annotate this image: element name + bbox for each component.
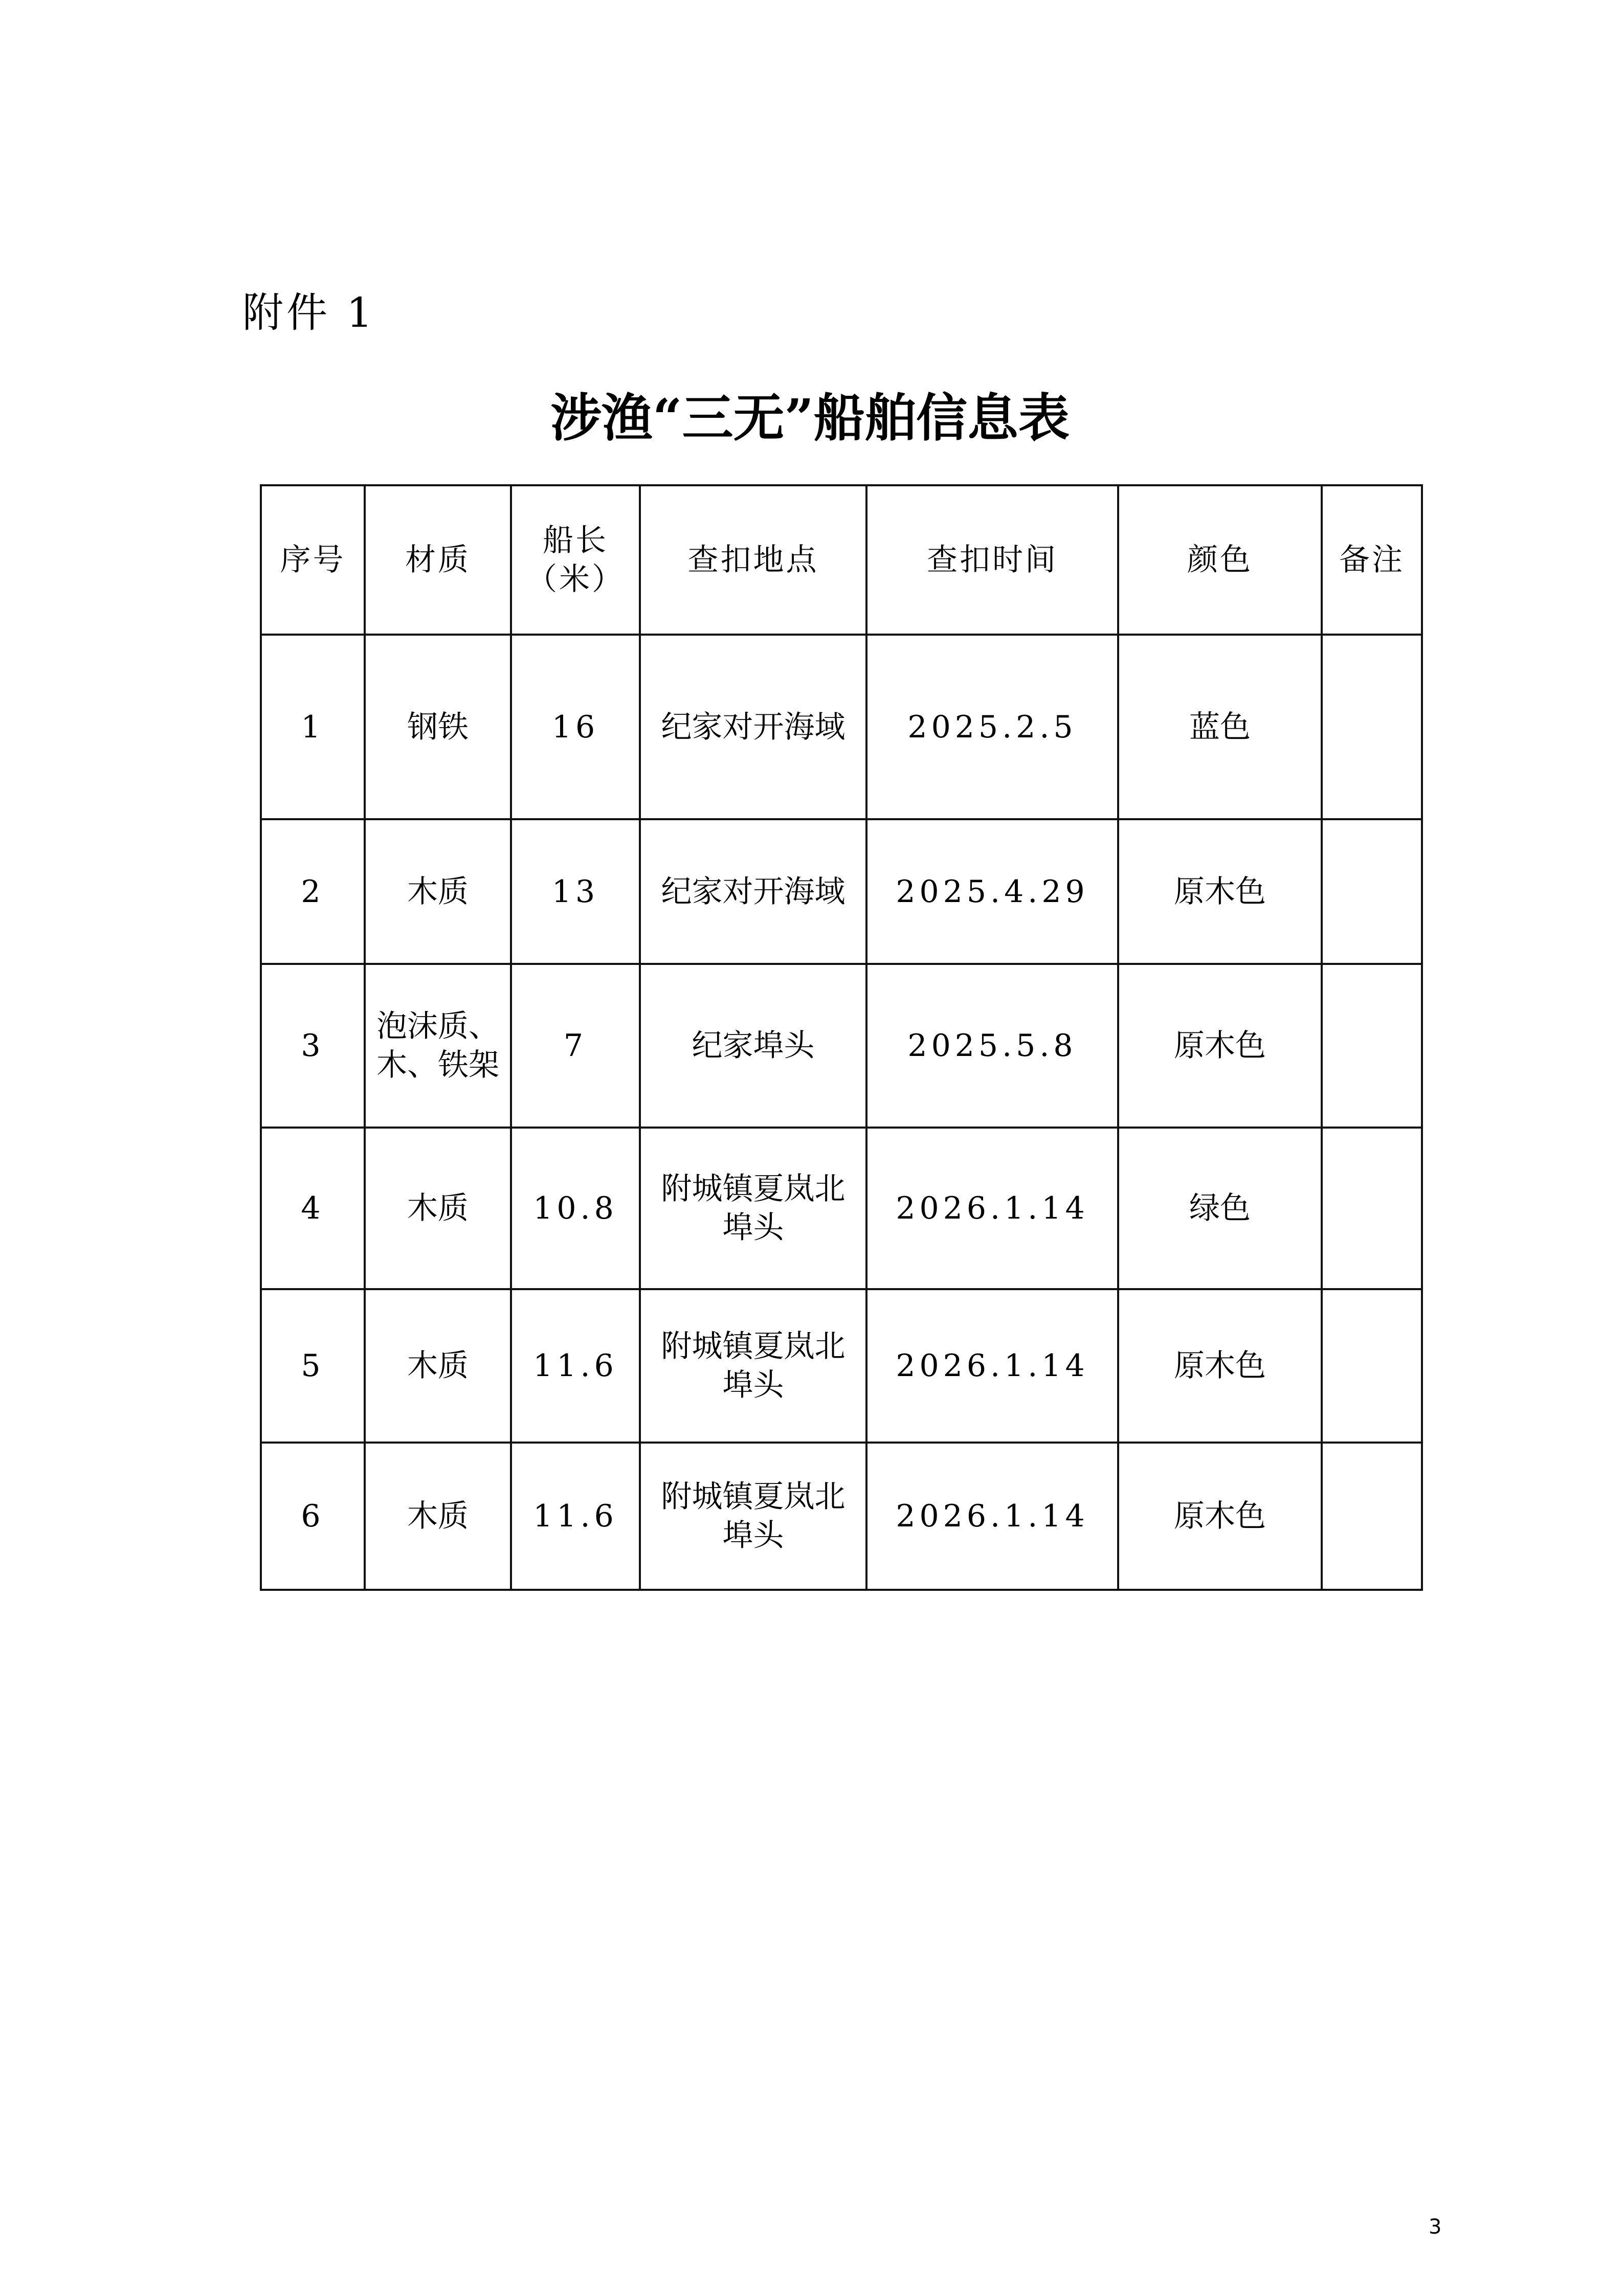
cell-index: 6 xyxy=(261,1443,365,1590)
cell-location-line2: 埠头 xyxy=(722,1210,784,1246)
cell-color: 原木色 xyxy=(1118,1443,1322,1590)
attachment-label: 附件 1 xyxy=(242,289,376,336)
cell-remarks xyxy=(1322,819,1422,964)
header-date: 查扣时间 xyxy=(866,485,1118,635)
cell-index: 1 xyxy=(261,635,365,819)
cell-location xyxy=(640,1289,866,1443)
header-location: 查扣地点 xyxy=(640,485,866,635)
cell-date: 2026.1.14 xyxy=(866,1289,1118,1443)
cell-location-line2: 埠头 xyxy=(722,1518,784,1554)
cell-location-line1: 纪家对开海域 xyxy=(661,709,846,745)
cell-location xyxy=(640,1443,866,1590)
header-color: 颜色 xyxy=(1118,485,1322,635)
header-length-line1: 船长 xyxy=(543,523,608,558)
cell-material-line1: 木质 xyxy=(407,1190,469,1226)
cell-color: 原木色 xyxy=(1118,1289,1322,1443)
cell-material xyxy=(365,635,511,819)
header-index: 序号 xyxy=(261,485,365,635)
cell-location-line1: 附城镇夏岚北 xyxy=(661,1171,846,1207)
table-row xyxy=(261,1289,1422,1443)
cell-location xyxy=(640,635,866,819)
vessel-info-table xyxy=(260,484,1423,1591)
cell-material-line1: 木质 xyxy=(407,873,469,910)
cell-length: 10.8 xyxy=(511,1128,640,1289)
cell-location xyxy=(640,819,866,964)
cell-location-line1: 纪家对开海域 xyxy=(661,873,846,910)
cell-date: 2025.2.5 xyxy=(866,635,1118,819)
table-row xyxy=(261,1443,1422,1590)
header-remarks: 备注 xyxy=(1322,485,1422,635)
header-material: 材质 xyxy=(365,485,511,635)
cell-location xyxy=(640,964,866,1128)
cell-remarks xyxy=(1322,1128,1422,1289)
table-row xyxy=(261,635,1422,819)
cell-index: 2 xyxy=(261,819,365,964)
header-length xyxy=(511,485,640,635)
table-row xyxy=(261,964,1422,1128)
cell-material-line1: 木质 xyxy=(407,1498,469,1534)
cell-length: 7 xyxy=(511,964,640,1128)
cell-material xyxy=(365,1128,511,1289)
header-length-line2: （米） xyxy=(526,561,625,597)
table-header-row xyxy=(261,485,1422,635)
cell-color: 绿色 xyxy=(1118,1128,1322,1289)
cell-date: 2026.1.14 xyxy=(866,1443,1118,1590)
cell-color: 原木色 xyxy=(1118,819,1322,964)
cell-index: 4 xyxy=(261,1128,365,1289)
cell-location-line1: 附城镇夏岚北 xyxy=(661,1479,846,1515)
cell-location-line1: 附城镇夏岚北 xyxy=(661,1329,846,1364)
cell-material xyxy=(365,1443,511,1590)
cell-material xyxy=(365,1289,511,1443)
cell-material-line1: 泡沫质、 xyxy=(376,1008,499,1044)
cell-date: 2025.5.8 xyxy=(866,964,1118,1128)
cell-location-line2: 埠头 xyxy=(722,1367,784,1403)
cell-remarks xyxy=(1322,635,1422,819)
cell-location-line1: 纪家埠头 xyxy=(692,1028,815,1064)
cell-remarks xyxy=(1322,964,1422,1128)
page-number: 3 xyxy=(1429,2215,1442,2239)
cell-material-line2: 木、铁架 xyxy=(376,1047,499,1083)
cell-remarks xyxy=(1322,1289,1422,1443)
cell-index: 3 xyxy=(261,964,365,1128)
cell-location xyxy=(640,1128,866,1289)
cell-material xyxy=(365,819,511,964)
cell-length: 13 xyxy=(511,819,640,964)
cell-index: 5 xyxy=(261,1289,365,1443)
cell-date: 2026.1.14 xyxy=(866,1128,1118,1289)
cell-color: 蓝色 xyxy=(1118,635,1322,819)
table-row xyxy=(261,819,1422,964)
cell-material-line1: 木质 xyxy=(407,1348,469,1384)
cell-remarks xyxy=(1322,1443,1422,1590)
cell-length: 11.6 xyxy=(511,1443,640,1590)
cell-length: 16 xyxy=(511,635,640,819)
document-title-text: 涉渔“三无”船舶信息表 xyxy=(550,388,1070,448)
cell-material-line1: 钢铁 xyxy=(407,709,469,745)
cell-color: 原木色 xyxy=(1118,964,1322,1128)
cell-material xyxy=(365,964,511,1128)
cell-length: 11.6 xyxy=(511,1289,640,1443)
document-title xyxy=(0,385,1624,451)
cell-date: 2025.4.29 xyxy=(866,819,1118,964)
table-row xyxy=(261,1128,1422,1289)
